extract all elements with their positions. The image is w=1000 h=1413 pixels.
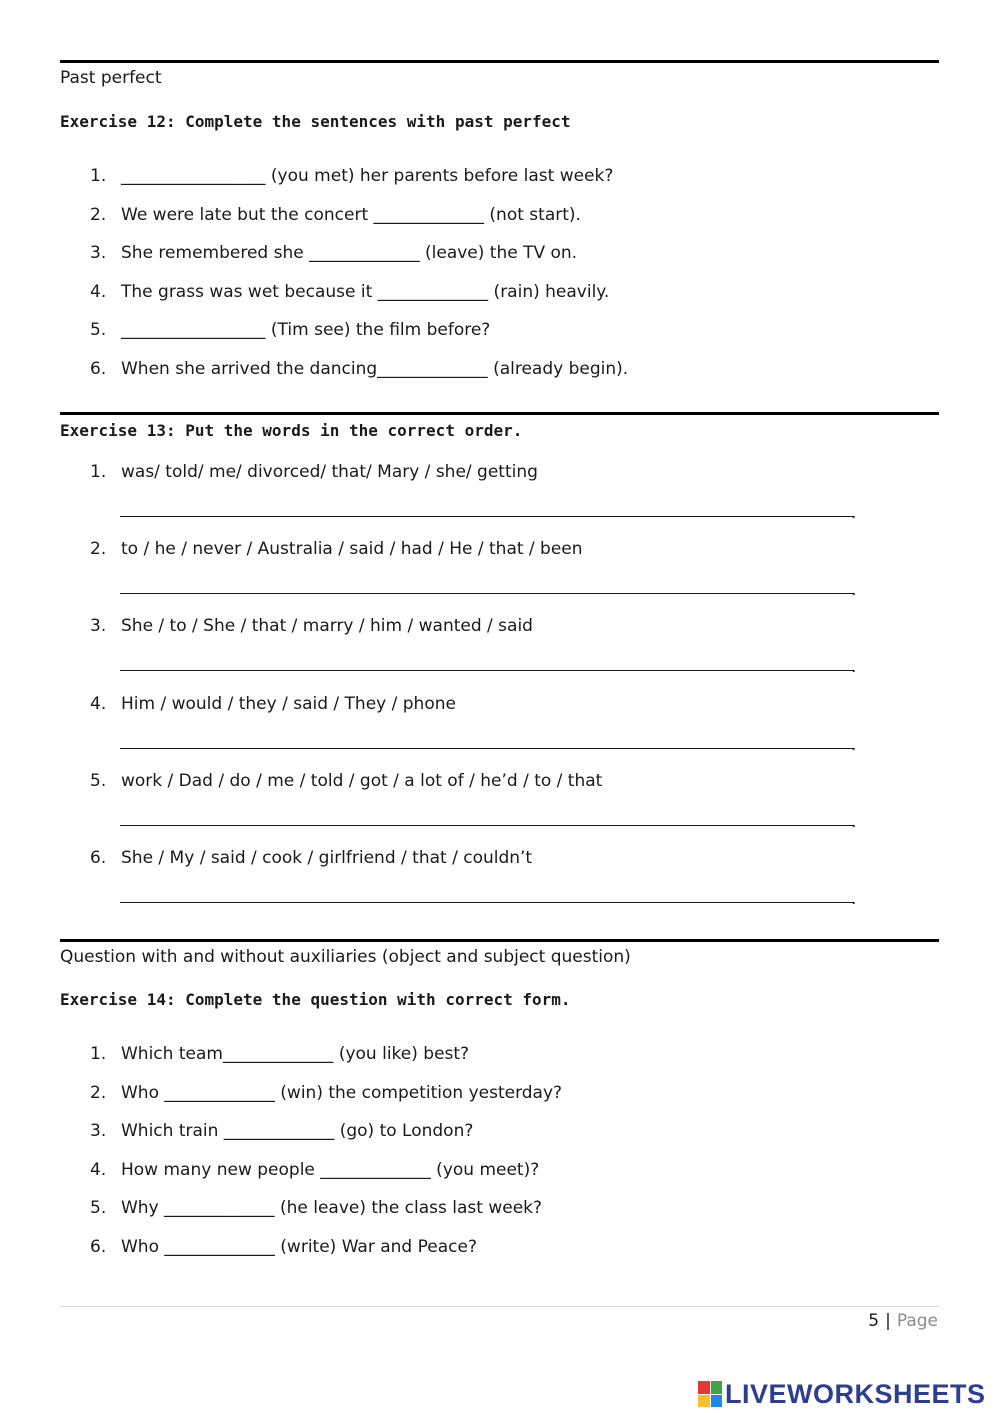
section-divider: [60, 60, 939, 63]
answer-line-end: .: [851, 580, 857, 600]
list-item: 3. She / to / She / that / marry / him / wanted / said: [90, 616, 533, 636]
liveworksheets-logo-icon: [698, 1381, 722, 1407]
answer-line[interactable]: [120, 515, 853, 517]
answer-line[interactable]: [120, 901, 853, 903]
answer-line-end: .: [851, 735, 857, 755]
exercise-12-title: Exercise 12: Complete the sentences with past perfect: [60, 112, 571, 131]
list-item: 6. When she arrived the dancing_____________ (already begin).: [90, 359, 629, 379]
section-heading-questions: Question with and without auxiliaries (object and subject question): [60, 947, 631, 967]
exercise-13-title: Exercise 13: Put the words in the correct order.: [60, 421, 523, 440]
answer-line[interactable]: [120, 824, 853, 826]
page-separator: |: [885, 1311, 891, 1331]
answer-line[interactable]: [120, 747, 853, 749]
list-item: 3. She remembered she _____________ (leave) the TV on.: [90, 243, 578, 263]
list-item: 5. _________________ (Tim see) the film before?: [90, 320, 491, 340]
list-item: 5. work / Dad / do / me / told / got / a lot of / he’d / to / that: [90, 771, 603, 791]
list-item: 4. How many new people _____________ (you meet)?: [90, 1160, 540, 1180]
list-item: 2. We were late but the concert _____________ (not start).: [90, 205, 581, 225]
list-item: 4. The grass was wet because it _____________ (rain) heavily.: [90, 282, 610, 302]
page-footer: [868, 1311, 938, 1331]
section-divider: [60, 939, 939, 942]
page-number: 5: [868, 1311, 880, 1331]
exercise-14-title: Exercise 14: Complete the question with correct form.: [60, 990, 571, 1009]
answer-line-end: .: [851, 889, 857, 909]
list-item: 6. Who _____________ (write) War and Peace?: [90, 1237, 477, 1257]
answer-line[interactable]: [120, 669, 853, 671]
list-item: 1. Which team_____________ (you like) best?: [90, 1044, 470, 1064]
list-item: 2. to / he / never / Australia / said / had / He / that / been: [90, 539, 583, 559]
footer-divider: [60, 1306, 939, 1307]
list-item: 4. Him / would / they / said / They / phone: [90, 694, 456, 714]
liveworksheets-logo[interactable]: [698, 1378, 986, 1410]
list-item: 1. _________________ (you met) her parents before last week?: [90, 166, 614, 186]
list-item: 6. She / My / said / cook / girlfriend / that / couldn’t: [90, 848, 533, 868]
logo-text: LIVEWORKSHEETS: [725, 1378, 986, 1409]
list-item: 3. Which train _____________ (go) to London?: [90, 1121, 474, 1141]
list-item: 2. Who _____________ (win) the competition yesterday?: [90, 1083, 563, 1103]
list-item: 1. was/ told/ me/ divorced/ that/ Mary / she/ getting: [90, 462, 538, 482]
section-heading-past-perfect: Past perfect: [60, 68, 162, 88]
answer-line-end: .: [851, 503, 857, 523]
list-item: 5. Why _____________ (he leave) the class last week?: [90, 1198, 543, 1218]
answer-line-end: .: [851, 657, 857, 677]
answer-line-end: .: [851, 812, 857, 832]
page-label: Page: [896, 1311, 938, 1331]
answer-line[interactable]: [120, 592, 853, 594]
section-divider: [60, 412, 939, 415]
